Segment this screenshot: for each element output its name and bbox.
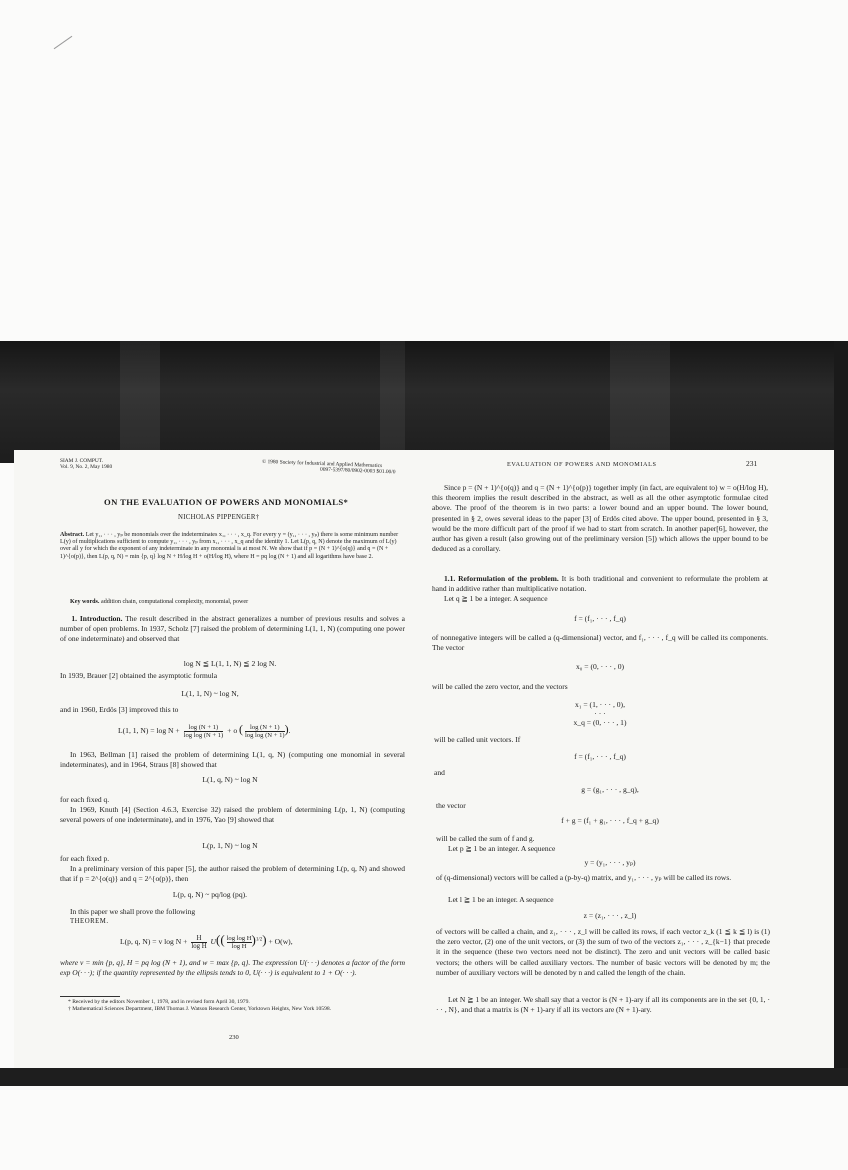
scanner-bottom-band bbox=[0, 1068, 848, 1086]
right-equation-3a: x₁ = (1, · · · , 0), bbox=[575, 700, 625, 709]
paragraph-and: and bbox=[434, 768, 445, 777]
paper-author: NICHOLAS PIPPENGER† bbox=[178, 514, 260, 521]
equation-1: log N ≦ L(1, 1, N) ≦ 2 log N. bbox=[183, 659, 277, 668]
right-equation-3c: x_q = (0, · · · , 1) bbox=[573, 718, 627, 727]
intro-heading: 1. Introduction. bbox=[71, 614, 123, 623]
footnote-affiliation: † Mathematical Sciences Department, IBM Thomas J. Watson Research Center, Yorktown Heights, New York 10598. bbox=[68, 1006, 332, 1012]
equation-2: L(1, 1, N) ~ log N, bbox=[181, 689, 239, 698]
footnote-received: * Received by the editors November 1, 1978, and in revised form April 30, 1979. bbox=[68, 999, 250, 1005]
keywords bbox=[70, 599, 405, 606]
pencil-mark bbox=[54, 36, 73, 49]
keywords-label: Key words. bbox=[70, 599, 100, 605]
right-equation-7: y = (y₁, · · · , yₚ) bbox=[584, 858, 636, 867]
paper-title: ON THE EVALUATION OF POWERS AND MONOMIALS* bbox=[104, 497, 349, 507]
paragraph-brauer: In 1939, Brauer [2] obtained the asymptotic formula bbox=[60, 671, 218, 680]
copyright-line-1: © 1980 Society for Industrial and Applied Mathematics bbox=[261, 458, 383, 470]
paragraph-let-l: Let l ≧ 1 be an integer. A sequence bbox=[448, 895, 554, 904]
right-equation-8: z = (z₁, · · · , z_l) bbox=[583, 911, 637, 920]
paragraph-the-vector: the vector bbox=[436, 801, 466, 810]
equation-3: L(1, 1, N) = log N + $\frac{\log (N + 1)}{\text{log log (N + 1)}}$ + o ( $\frac{\log (N + 1)}{\text{log log (N + 1)}}$ ). bbox=[118, 722, 291, 739]
paragraph-zero: will be called the zero vector, and the vectors bbox=[432, 682, 568, 691]
copyright-line-2: 0097-5397/80/0902-0003 $01.00/0 bbox=[319, 466, 396, 476]
scanner-right-edge bbox=[834, 341, 848, 1086]
page-number-left: 230 bbox=[229, 1034, 239, 1041]
paragraph-knuth: In 1969, Knuth [4] (Section 4.6.3, Exercise 32) raised the problem of determining L(p, 1, N) (computing several powers of one indeterminate), and in 1976, Yao [9] showed that bbox=[60, 805, 405, 825]
theorem-label: THEOREM. bbox=[70, 918, 109, 925]
abstract bbox=[60, 532, 405, 561]
footnote-rule bbox=[60, 996, 120, 997]
paragraph-fixed-q: for each fixed q. bbox=[60, 795, 110, 804]
right-equation-6: f + g = (f₁ + g₁, · · · , f_q + g_q) bbox=[561, 816, 659, 825]
journal-line-1: SIAM J. COMPUT. bbox=[60, 458, 104, 464]
abstract-text: Let y₁, · · · , yₚ be monomials over the indeterminates x₁, · · · , x_q. For every y = (y₁, · · · , yₚ) there is some minimum number L(y) of multiplications sufficient to compute y₁, · · · , yₚ from x₁, · · · , x_q and the identity 1. Let L(p, q, N) denote the maximum of L(y) over all y for which the exponent of any indeterminate in any monomial is at most N. We show that if p = (N + 1)^{o(q)} and q = (N + 1)^{o(p)}, then L(p, q, N) = min {p, q} log N + H/log H + o(H/log H), where H = pq log (N + 1) and all logarithms have base 2. bbox=[60, 532, 399, 560]
equation-theorem: L(p, q, N) = v log N + $\frac{H}{\text{log H}}$ U(( $\frac{\text{log log H}}{\text{log H}}$ )$^{1/2}$) + O(w), bbox=[120, 932, 293, 950]
equation-6: L(p, q, N) ~ pq/log (pq). bbox=[172, 890, 248, 899]
paragraph-n-ary: Let N ≧ 1 be an integer. We shall say that a vector is (N + 1)-ary if all its components are in the set {0, 1, · · · , N}, and that a matrix is (N + 1)-ary if all its vectors are (N + 1)-ary. bbox=[436, 995, 770, 1015]
right-equation-5: g = (g₁, · · · , g_q), bbox=[581, 785, 639, 794]
scanner-dark-band bbox=[0, 341, 848, 463]
paragraph-fixed-p: for each fixed p. bbox=[60, 854, 110, 863]
page-number-right: 231 bbox=[746, 459, 758, 468]
right-equation-3b: · · · bbox=[594, 709, 606, 718]
paragraph-unit: will be called unit vectors. If bbox=[434, 735, 521, 744]
intro-text: The result described in the abstract generalizes a number of previous results and solves a number of open problems. In 1937, Scholz [7] raised the problem of determining L(1, 1, N) (computing one power of one indeterminate) and observed that bbox=[60, 614, 405, 644]
paragraph-since: Since p = (N + 1)^{o(q)} and q = (N + 1)^{o(p)} together imply (in fact, are equivalent to) w = o(H/log H), this theorem implies the result described in the abstract, as well as all the other asymptotic formulae cited above. The proof of the theorem is in two parts: a lower bound and an upper bound. The lower bound, presented in § 2, owes several ideas to the paper [3] of Erdös cited above. The upper bound, presented in § 3, would be the more difficult part of the proof if we had to start from scratch. In another paper[6], however, the author has given a result (also growing out of the preliminary version [5]) which allows the upper bound to be deduced as a corollary. bbox=[432, 483, 768, 554]
journal-line-2: Vol. 9, No. 2, May 1980 bbox=[60, 464, 113, 470]
paragraph-let-q: Let q ≧ 1 be a integer. A sequence bbox=[444, 594, 548, 603]
section-heading: 1.1. Reformulation of the problem. bbox=[444, 574, 559, 583]
paragraph-matrix: of (q-dimensional) vectors will be called a (p-by-q) matrix, and y₁, · · · , yₚ will be called its rows. bbox=[436, 873, 732, 882]
abstract-label: Abstract. bbox=[60, 532, 85, 538]
paragraph-theorem-intro: In this paper we shall prove the following bbox=[70, 907, 196, 916]
intro-paragraph bbox=[60, 614, 405, 645]
paragraph-vector: of nonnegative integers will be called a (q-dimensional) vector, and f₁, · · · , f_q will be called its components. The vector bbox=[432, 633, 768, 653]
section-reformulation: 1.1. Reformulation of the problem. It is both traditional and convenient to reformulate the problem at hand in additive rather than multiplicative notation. bbox=[432, 574, 769, 594]
keywords-text: addition chain, computational complexity, monomial, power bbox=[100, 599, 249, 605]
paragraph-let-p: Let p ≧ 1 be an integer. A sequence bbox=[448, 844, 556, 853]
paragraph-chain: of vectors will be called a chain, and z₁, · · · , z_l will be called its rows, if each vector z_k (1 ≦ k ≦ l) is (1) the zero vector, (2) one of the unit vectors, or (3) the sum of two of the vectors z₁, · · · , z_{k−1} that precede it in the sequence (these two vectors need not be distinct). The zero and unit vectors will be called basic vectors; the others will be called auxiliary vectors. The number of basic vectors will be denoted by m; the number of auxiliary vectors will be denoted by n and called the length of the chain. bbox=[436, 927, 770, 977]
equation-5: L(p, 1, N) ~ log N bbox=[202, 841, 258, 850]
right-equation-1: f = (f₁, · · · , f_q) bbox=[574, 614, 626, 623]
paragraph-sum: will be called the sum of f and g. bbox=[436, 834, 535, 843]
paragraph-preliminary: In a preliminary version of this paper [5], the author raised the problem of determining L(p, q, N) and showed that if p = 2^{o(q)} and q = 2^{o(p)}, then bbox=[60, 864, 405, 884]
running-head: EVALUATION OF POWERS AND MONOMIALS bbox=[507, 461, 657, 468]
right-equation-2: x₀ = (0, · · · , 0) bbox=[575, 662, 625, 671]
paragraph-erdos: and in 1960, Erdös [3] improved this to bbox=[60, 705, 179, 714]
right-equation-4: f = (f₁, · · · , f_q) bbox=[574, 752, 626, 761]
paragraph-bellman: In 1963, Bellman [1] raised the problem of determining L(1, q, N) (computing one monomial in several indeterminates), and in 1964, Straus [8] showed that bbox=[60, 750, 405, 770]
theorem-explanation: where v = min {p, q}, H = pq log (N + 1), and w = max {p, q}. The expression U(· · ·) denotes a factor of the form exp O(· · ·); if the quantity represented by the ellipsis tends to 0, U(· · ·) is equivalent to 1 + O(· · ·). bbox=[60, 958, 405, 978]
equation-4: L(1, q, N) ~ log N bbox=[202, 775, 258, 784]
